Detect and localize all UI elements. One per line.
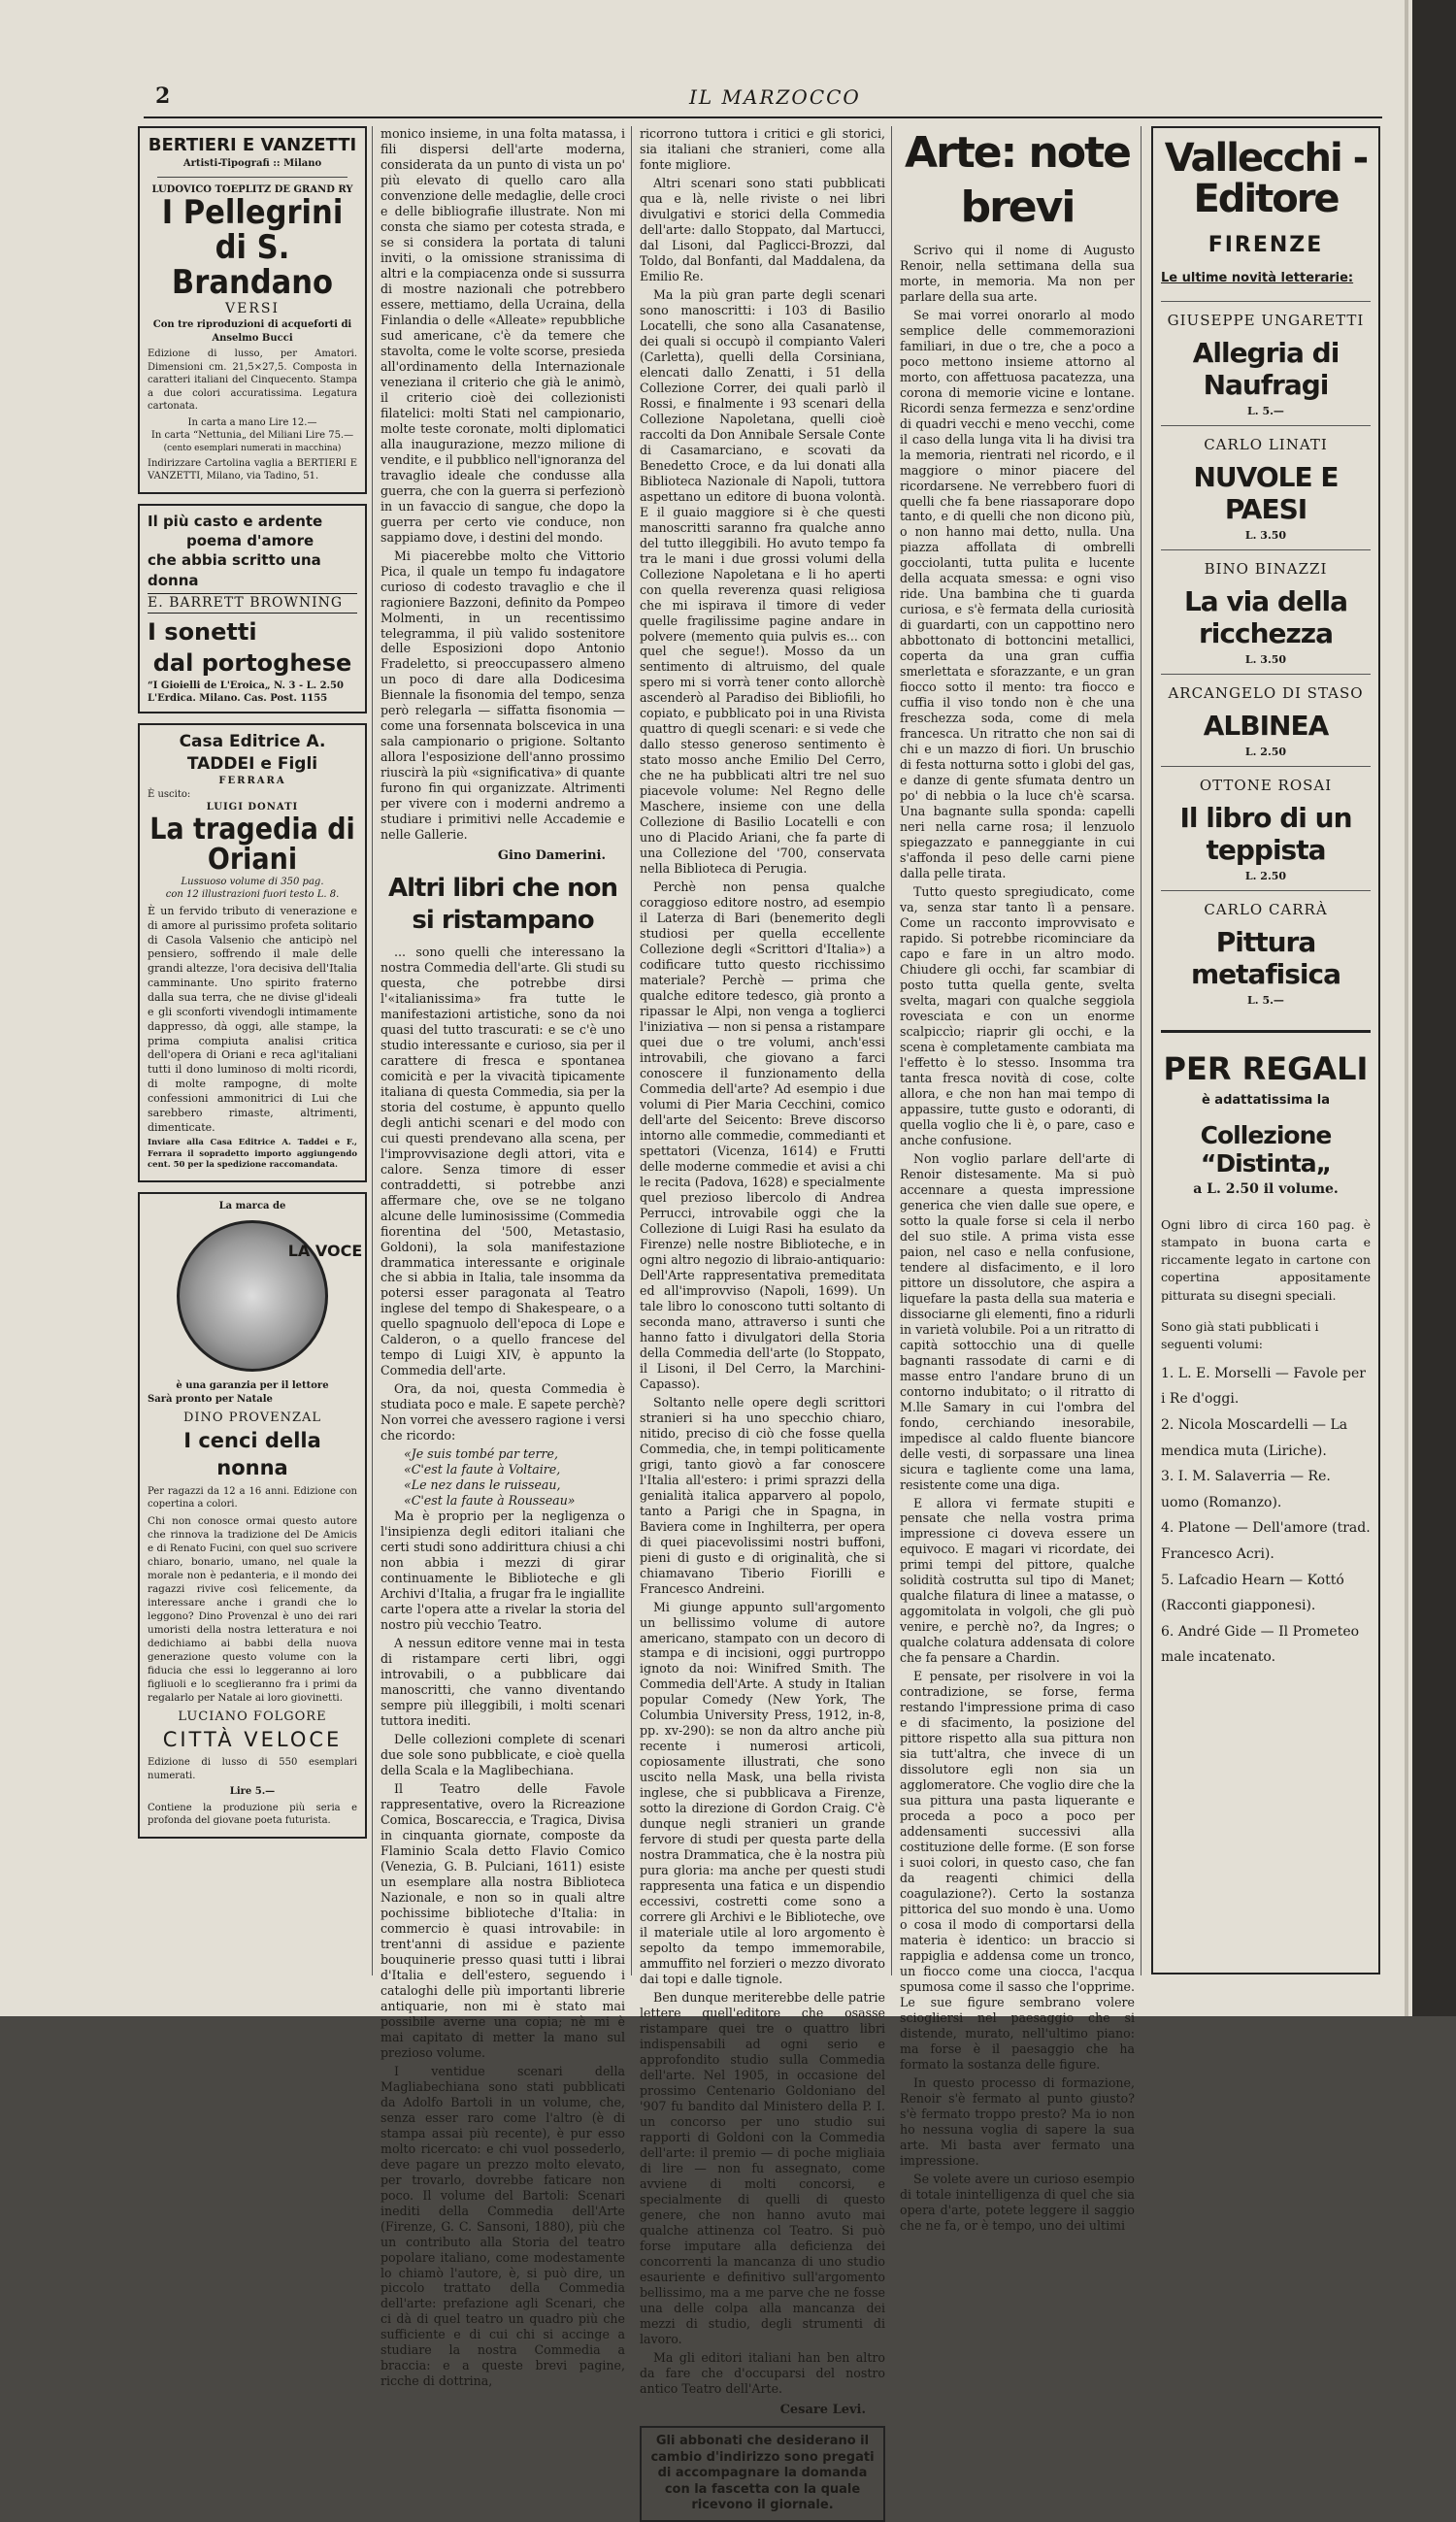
paragraph: Ma la più gran parte degli scenari sono manoscritti: i 103 di Basilio Locatelli, che sono alla Casanatense, dei quali si occupò il compianto Valeri (Carletta), quelli della Corsiniana, elencati dallo Zenatti, i 51 della Collezione Correr, dei quali parlò il Rossi, e finalmente i 93 scenari della Collezione Napoletana, quelli cioè raccolti da Don Annibale Sersale Conte di Casamarciano, e scovati da Benedetto Croce, e da lui donati alla Biblioteca Nazionale di Napoli, tuttora aspettano un editore di buona volontà. E il guaio maggiore si è che questi manoscritti saranno fra qualche anno del tutto illeggibili. Ho avuto tempo fa tra le mani i due grossi volumi della Collezione Napoletana e li ho aperti con quella reverenza quasi religiosa che mi ispirava il timore di veder quelle fragilissime pagine andare in polvere (memento quia pulvis es... con quel che segue!). Mosso da un sentimento di altruismo, del quale spero mi si vorrà tener conto allorchè ascenderò al Paradiso dei Bibliofili, ho copiato, e pubblicato poi in una Rivista quattro di quegli scenari: e si vede che dallo stesso generoso sentimento è stato mosso anche Emilio Del Cerro, che ne ha pubblicati altri tre nel suo piacevole volume: Nel Regno delle Maschere, insieme con une della Collezione di Basilio Locatelli e con uno di Placido Ariani, che fa parte di una Collezione del '700, conservata nella Biblioteca di Perugia. <box>640 286 885 877</box>
ad-description: Edizione di lusso, per Amatori. Dimensioni cm. 21,5×27,5. Composta in caratteri italiani del Cinquecento. Stampa a due colori accuratissima. Legatura cartonata. <box>148 348 357 413</box>
ad-author: LUCIANO FOLGORE <box>178 1709 327 1725</box>
volume-item: 6. André Gide — Il Prometeo male incatenato. <box>1161 1623 1360 1666</box>
ad-desc: Edizione di lusso di 550 esemplari numerati. <box>148 1757 357 1781</box>
book-entry <box>1161 301 1371 425</box>
ad-top: La marca de <box>218 1200 286 1211</box>
published-intro: Sono già stati pubblicati i seguenti volumi: <box>1161 1318 1319 1351</box>
paragraph: Ora, da noi, questa Commedia è studiata poco e male. E sapete perchè? Non vorrei che avessero ragione i versi che ricordo: <box>381 1381 625 1444</box>
book-price: L. 5.— <box>1247 994 1284 1007</box>
paragraph: Soltanto nelle opere degli scrittori stranieri si ha uno specchio chiaro, nitido, preciso di ciò che fosse quella Commedia, che, in tempi politicamente grigi, tanto giovò a far conoscere l'Italia all'estero: i primi sprazzi della genialità italica apparvero al popolo, tanto a Parigi che in Spagna, in Baviera come in Inghilterra, per opera di quei piacevolissimi nostri buffoni, pieni di gusto e di originalità, che si chiamavano Tiberio Fiorilli e Francesco Andreini. <box>640 1394 885 1596</box>
ad-eroica <box>138 504 367 713</box>
medal-text: LA VOCE <box>287 1242 363 1261</box>
ad-city: FERRARA <box>218 776 286 787</box>
ad-desc: con 12 illustrazioni fuori testo L. 8. <box>165 889 340 901</box>
divider <box>157 177 347 178</box>
ad-line: che abbia scritto una donna <box>148 551 321 589</box>
ad-title: CITTÀ VELOCE <box>162 1727 343 1751</box>
ad-series: “I Gioielli de L'Eroica„ N. 3 - L. 2.50 <box>148 680 344 691</box>
paragraph: Altri scenari sono stati pubblicati qua e là, nelle riviste o nei libri divulgativi e storici della Commedia dell'arte: dallo Stoppato, dal Martucci, dal Lisoni, dal Paglicci-Brozzi, dal Toldo, dal Bonfanti, dal Maddalena, da Emilio Re. <box>640 175 885 283</box>
ad-title: I Pellegrini <box>161 193 344 233</box>
paragraph: ricorrono tuttora i critici e gli storici, sia italiani che stranieri, come alla fonte migliore. <box>640 126 885 172</box>
ad-guarantee: è una garanzia per il lettore <box>176 1380 329 1392</box>
book-author: CARLO CARRÀ <box>1204 901 1328 918</box>
ad-city: FIRENZE <box>1208 233 1324 257</box>
collection-desc: Ogni libro di circa 160 pag. è stampato in buona carta e riccamente legato in cartone con copertina appositamente pitturata su disegni speciali. <box>1161 1217 1371 1303</box>
ad-title: I cenci della nonna <box>183 1428 321 1480</box>
book-price: L. 3.50 <box>1244 529 1287 542</box>
book-title: Pittura metafisica <box>1191 926 1340 990</box>
ad-publisher: Vallecchi - Editore <box>1164 136 1368 221</box>
ad-taddei <box>138 723 367 1182</box>
ad-line: Il più casto e ardente <box>148 512 323 530</box>
ad-bertieri-vanzetti <box>138 126 367 494</box>
page-number: 2 <box>155 83 171 109</box>
gift-sub: è adattatissima la <box>1201 1093 1331 1108</box>
verse <box>381 1446 625 1509</box>
ad-body: Contiene la produzione più seria e profonda del giovane poeta futurista. <box>148 1802 357 1827</box>
volume-item: 2. Nicola Moscardelli — La mendica muta (Liriche). <box>1161 1417 1348 1459</box>
ad-title: di S. Brandano <box>171 227 334 302</box>
la-voce-medal-icon <box>177 1220 363 1372</box>
collection-price: a L. 2.50 il volume. <box>1193 1181 1339 1197</box>
paragraph: In questo processo di formazione, Renoir s'è fermato al punto giusto? s'è fermato troppo presto? Ma io non ho nessuna voglia di sapere la sua arte. Mi basta aver fermato una impressione. <box>900 2074 1135 2168</box>
ad-ready: Sarà pronto per Natale <box>148 1393 273 1405</box>
column-rule <box>372 126 373 1975</box>
paragraph: Ma è proprio per la negligenza o l'insipienza degli editori italiani che certi studi sono addirittura chiusi a chi non abbia i mezzi di girar continuamente le Biblioteche e gli Archivi d'Italia, a frugar fra le ingiallite carte l'opera atte a rivelar la storia del nostro più vecchio Teatro. <box>381 1509 625 1633</box>
ad-footer: Inviare alla Casa Editrice A. Taddei e F., Ferrara il sopradetto importo aggiungendo cent. 50 per la spedizione raccomandata. <box>148 1138 357 1171</box>
book-author: ARCANGELO DI STASO <box>1168 684 1364 702</box>
paragraph: Se volete avere un curioso esempio di totale inintelligenza di quel che sia opera d'arte, potete leggere il saggio che ne fa, or è tempo, uno dei ultimi <box>900 2171 1135 2233</box>
book-title: La via della ricchezza <box>1183 585 1348 649</box>
article-heading: Altri libri che non si ristampano <box>388 873 617 935</box>
column-rule <box>631 126 632 1975</box>
ad-author: DINO PROVENZAL <box>183 1410 321 1426</box>
ad-publisher: Casa Editrice A. TADDEI e Figli <box>179 731 326 774</box>
column-1-ads <box>138 126 367 1975</box>
ad-plates: Con tre riproduzioni di acqueforti di Anselmo Bucci <box>152 319 352 344</box>
subscriber-notice: Gli abbonati che desiderano il cambio d'indirizzo sono pregati di accompagnare la domanda con la fascetta con la quale ricevono il giornale. <box>640 2426 885 2522</box>
ad-price: In carta a mano Lire 12.— <box>187 416 317 428</box>
paragraph: Mi piacerebbe molto che Vittorio Pica, il quale un tempo fu indagatore curioso di codesto travaglio e che il ragioniere Bazzoni, definito da Pompeo Molmenti, in un recentissimo telegramma, il più valido sostenitore delle Esposizioni dopo Antonio Fradeletto, si preoccupassero almeno un poco di dare alla Dodicesima Biennale la fisonomia del tempo, senza però relegarla — siffatta fisonomia — come una forsennata bolscevica in una sala campionario o prigione. Soltanto allora l'esposizione dell'anno prossimo riuscirà la più «significativa» di quante furono fin qui organizzate. Altrimenti per vivere con i moderni andremo a studiare i primitivi nelle Accademie e nelle Gallerie. <box>381 548 625 843</box>
book-price: L. 2.50 <box>1244 746 1287 758</box>
ad-author: LUDOVICO TOEPLITZ DE GRAND RY <box>151 183 353 195</box>
book-title: Allegria di Naufragi <box>1192 337 1340 401</box>
ad-price: Lire 5.— <box>229 1786 276 1798</box>
paragraph: ... sono quelli che interessano la nostra Commedia dell'arte. Gli studi su questa, che potrebbe dirsi l'«italianissima» fra tutte le manifestazioni artistiche, sono da noi quasi del tutto trascurati: e se c'è uno studio interessante e curioso, sia per il carattere di fresca e spontanea comicità e per la vivacità tipicamente italiana di questa Commedia, sia per la storia del costume, è appunto quello degli antichi scenari e del modo con cui questi prendevano alla scena, per l'improvvisazione degli attori, vita e calore. Senza timore di esser contraddetti, si potrebbe anzi affermare che, ove se ne tolgano alcune delle luminosissime (Commedia fiorentina del '500, Metastasio, Goldoni), la sola manifestazione drammatica interessante e originale che si abbia in Italia, tale insomma da potersi esser paragonata al Teatro inglese del tempo di Shakespeare, o a quello spagnuolo dell'epoca di Lope e Calderon, o a quello francese del tempo di Luigi XIV, è appunto la Commedia dell'arte. <box>381 944 625 1378</box>
ad-out: È uscito: <box>148 788 191 800</box>
paragraph: Non voglio parlare dell'arte di Renoir distesamente. Ma si può accennare a questa impressione generica che vien dalle sue opere, e sotto la quale forse si cela il nerbo del suo stile. A prima vista esse paion, nel caso e nella confusione, tendere al disfacimento, e il loro pittore un dissolutore, che aspira a liquefare la pasta della sua materia e dissociarne gli elementi, fino a ridurli in varietà volubile. Poi a un ritratto di capità sottocchio una di quelle bagnanti rassodate di carni e di masse entro l'andare bruno di un contorno indubitato; o il ritratto di M.lle Samary in cui l'ombra del fondo, cerchiando inesorabile, impedisce al caldo fluente biancore delle vesti, di sorpassare una linea sicura e tagliente come una lama, resistente come una diga. <box>900 1150 1135 1492</box>
volume-list <box>1161 1361 1371 1671</box>
ad-novelties: Le ultime novità letterarie: <box>1161 271 1354 285</box>
book-list <box>1161 301 1371 1014</box>
volume-item: 4. Platone — Dell'amore (trad. Francesco Acri). <box>1161 1520 1371 1563</box>
article-heading: Arte: note brevi <box>905 128 1130 232</box>
ad-publisher-sub: Artisti-Tipografi :: Milano <box>182 158 322 170</box>
article-signature: Gino Damerini. <box>497 848 606 864</box>
ad-title: dal portoghese <box>152 649 352 678</box>
paragraph: Tutto questo spregiudicato, come va, senza star tanto lì a pensare. Come un racconto improvvisato e rapido. Si potrebbe ricominciare da capo e fare in un altro modo. Chiudere gli occhi, far scambiar di posto tutta quella gente, svelta svelta, magari con qualche seggiola rovesciata e con un enorme scalpiccìo; riaprir gli occhi, e la scena è completamente cambiata ma l'effetto è lo stesso. Insomma tra tanta fresca novità di cose, colte allora, e che non han mai tempo di appassire, tutte gusto e odoranti, di quella voglio che li è, o pare, caso e anche confusione. <box>900 884 1135 1147</box>
ad-genre: VERSI <box>225 301 280 317</box>
ad-price: In carta “Nettunia„ del Miliani Lire 75.— <box>150 430 354 442</box>
page-header <box>146 83 1378 113</box>
book-title: Il libro di un teppista <box>1179 802 1352 866</box>
paragraph: Scrivo qui il nome di Augusto Renoir, nella settimana della sua morte, in memoria. Ma non per parlare della sua arte. <box>900 242 1135 304</box>
book-entry <box>1161 890 1371 1014</box>
paragraph: I ventidue scenari della Magliabechiana sono stati pubblicati da Adolfo Bartoli in un volume, che, senza esser raro come l'altro (è di stampa assai più recente), è pur esso molto ricercato: e chi vuol possederlo, deve pagare un prezzo molto elevato, per trovarlo, dovrebbe faticare non poco. Il volume del Bartoli: Scenari inediti della Commedia dell'Arte (Firenze, G. C. Sansoni, 1880), più che un contributo alla Storia del teatro popolare italiano, come modestamente lo chiamò l'autore, è, si può dire, un piccolo trattato della Commedia dell'arte: prefazione agli Scenari, che ci dà di quel teatro un quadro più che sufficiente e di cui chi si accinge a studiare la nostra Commedia a braccia: e a queste brevi pagine, ricche di dottrina, <box>381 2063 625 2389</box>
ad-body: Chi non conosce ormai questo autore che rinnova la tradizione del De Amicis e di Renato Fucini, con quel suo scrivere chiaro, bonario, umano, nel quale la morale non è pedanteria, e il mondo dei ragazzi rivive così felicemente, da interessare anche i grandi che lo leggono? Dino Provenzal è uno dei rari umoristi della nostra letteratura e noi dedichiamo ai babbi della nuova generazione questo volume con la fiducia che essi lo leggeranno ai loro figliuoli e lo sceglieranno fra i primi da regalarlo per Natale ai loro giovinetti. <box>148 1514 357 1705</box>
volume-item: 3. I. M. Salaverria — Re. uomo (Romanzo). <box>1161 1469 1331 1510</box>
scan-border <box>1412 0 1456 2016</box>
volume-item: 5. Lafcadio Hearn — Kottó (Racconti giapponesi). <box>1161 1572 1344 1614</box>
column-rule <box>891 126 892 1975</box>
masthead: IL MARZOCCO <box>689 85 861 109</box>
book-entry <box>1161 549 1371 674</box>
ad-title: La tragedia di Oriani <box>149 812 355 878</box>
book-price: L. 3.50 <box>1244 653 1287 666</box>
verse-line: «Je suis tombé par terre, <box>404 1446 558 1462</box>
book-price: L. 2.50 <box>1244 870 1287 882</box>
paragraph: A nessun editore venne mai in testa di ristampare certi libri, oggi introvabili, o a pubblicare dai manoscritti, che vanno diventando sempre più illeggibili, i molti scenari tuttora inediti. <box>381 1636 625 1729</box>
column-3-article <box>640 126 885 2513</box>
paragraph: Delle collezioni complete di scenari due sole sono pubblicate, e cioè quella della Scala e la Maglibechiana. <box>381 1732 625 1777</box>
paragraph: Perchè non pensa qualche coraggioso editore nostro, ad esempio il Laterza di Bari (benemerito degli studiosi per quella eccellente Collezione degli «Scrittori d'Italia») a codificare tutto questo ricchissimo materiale? Perchè — prima che qualche editore tedesco, già pronto a ripassar le Alpi, non venga a toglierci l'iniziativa — non si pensa a ristampare quei due o tre volumi, anch'essi introvabili, che giovano a farci conoscere il funzionamento della Commedia dell'arte? Ad esempio i due volumi di Pier Maria Cecchini, comico dell'arte del Seicento: Breve discorso intorno alle commedie, commedianti et spettatori (Vicenza, 1614) e Frutti delle moderne commedie et avisi a chi le recita (Padova, 1628) e specialmente quel prezioso libercolo di Andrea Perrucci, introvabile oggi che la Collezione di Luigi Rasi ha esulato da Firenze) nelle nostre Biblioteche, e in ogni altro negozio di libraio-antiquario: Dell'Arte rappresentativa premeditata ed all'improvviso (Napoli, 1699). Un tale libro lo conoscono tutti soltanto di seconda mano, attraverso i sunti che hanno fatto i divulgatori della Storia della Commedia dell'arte (lo Stoppato, il Lisoni, il Del Cerro, la Marchini-Capasso). <box>640 879 885 1391</box>
paragraph: Il Teatro delle Favole rappresentative, overo la Ricreazione Comica, Boscareccia, e Tragica, Divisa in cinquanta giornate, composte da Flaminio Scala detto Flavio Comico (Venezia, G. B. Pulciani, 1611) esiste un esemplare alla nostra Biblioteca Nazionale, e non so in quali altre pochissime biblioteche d'Italia: in commercio è quasi introvabile: in trent'anni di assidue e paziente bouquinerie presso quasi tutti i librai d'Italia e dell'estero, seguendo i cataloghi delle più importanti librerie antiquarie, non mi è stato mai possibile averne una copia; nè mi è mai capitato di metter la mano sul prezioso volume. <box>381 1780 625 2060</box>
paragraph: Se mai vorrei onorarlo al modo semplice delle commemorazioni familiari, in due o tre, che a poco a poco mettono insieme attorno al morto, con affettuosa pacatezza, una corona di memorie vicine e lontane. Ricordi senza fermezza e senz'ordine di quadri vecchi e meno vecchi, come il caso della lunga vita li ha divisi tra la memoria, rientrati nel ricordo, e il maggiore o minor piacere del ricordarsene. Ne verrebbero fuori di quelli che fa bene riassaporare dopo tanto, e di quelli che non dicono più, o non hanno mai detto, nulla. Una piazza affollata di ombrelli gocciolanti, tutta pulita e lucente della acquata smessa: e ogni viso ride. Una bambina che ti guarda curiosa, e s'è fermata della curiosità di guardarti, con un cappottino nero abbottonato di bottoncini metallici, coperta da una gran cuffia smerlettata e sforazzante, e un gran fiocco sotto il mento: tra fiocco e cuffia il viso tondo non è che una freschezza soda, come di mela francesca. Un ritratto che non sai di chi e un mazzo di fiori. Un bruschio di festa notturna sotto i globi del gas, e danze di gente sfumata dentro un po' di nebbia o la luce ch'è scarsa. Una bagnante sulla sponda: capelli neri nella carne rosa; il lenzuolo spiegazzato e panneggiante in cui s'affonda il peso delle carni piene dalla pelle tirata. <box>900 307 1135 881</box>
column-rule <box>1141 126 1142 1975</box>
paragraph: E pensate, per risolvere in voi la contradizione, se forse, ferma restando l'impressione prima di caso e di sfacimento, la posizione del pittore rispetto alla sua pittura non sia tutt'altra, che invece di un dissolutore egli non sia un agglomeratore. Che voglio dire che la sua pittura una pasta liquerante e proceda a poco a poco per addensamenti successivi alla costituzione delle forme. (E son forse i suoi colori, in questo caso, che fan da reagenti chimici della coagulazione?). Certo la sostanza pittorica del suo mondo è una. Uomo o cosa il modo di comportarsi della materia è identico: un braccio si rappiglia e addensa come un tronco, un fiocco come una ciocca, l'acqua spumosa come il sasso che l'opprime. Le sue figure sembrano volere sciogliersi nel paesaggio che si distende, murato, nell'ultimo piano: ma forse è il paesaggio che ha formato la sostanza delle figure. <box>900 1669 1135 2072</box>
book-author: BINO BINAZZI <box>1204 560 1328 578</box>
verse-line: «Le nez dans le ruisseau, <box>404 1477 561 1493</box>
book-author: OTTONE ROSAI <box>1199 777 1333 794</box>
paragraph: Mi giunge appunto sull'argomento un bellissimo volume di autore americano, stampato con un decoro di stampa e di incisioni, oggi purtroppo ignoto da noi: Winifred Smith. The Commedia dell'Arte. A study in Italian popular Comedy (New York, The Columbia University Press, 1912, in-8, pp. xv-290): se non da altro anche più recente i numerosi articoli, copiosamente illustrati, che sono uscito nella Mask, una bella rivista inglese, che si pubblicava a Firenze, sotto la direzione di Gordon Craig. C'è dunque negli stranieri un grande fervore di studi per questa parte della nostra Drammatica, che è la nostra più pura gloria: ma anche per questi studi rappresenta una fatica e un dispendio eccessivi, costretti come sono a correre gli Archivi e le Biblioteche, ove il materiale utile al loro argomento è sepolto da tempo immemorabile, ammuffito nel forzieri o mezzo divorato dai topi e dalle tignole. <box>640 1599 885 1987</box>
book-entry <box>1161 674 1371 766</box>
verse-line: «C'est la faute à Voltaire, <box>404 1462 561 1477</box>
column-4-article <box>900 126 1135 2233</box>
ad-title: I sonetti <box>148 617 257 646</box>
ad-author: LUIGI DONATI <box>206 802 299 813</box>
article-signature: Cesare Levi. <box>779 2402 866 2417</box>
gift-heading: PER REGALI <box>1161 1030 1371 1087</box>
ad-note: (cento esemplari numerati in macchina) <box>163 443 342 453</box>
verse-line: «C'est la faute à Rousseau» <box>404 1493 576 1509</box>
ad-author: E. BARRETT BROWNING <box>148 593 357 614</box>
header-rule <box>144 116 1382 118</box>
column-2-article <box>381 126 625 2389</box>
ad-desc: Lussuoso volume di 350 pag. <box>181 876 324 887</box>
paragraph: monico insieme, in una folta matassa, i fili dispersi dell'arte moderna, considerata da un punto di vista un po' più elevato di quello caro alla convenzione delle medaglie, delle croci e delle bibliografie illustrate. Non mi consta che siamo per cotesta strada, e se si considera la portata di taluni inviti, o la omissione stranissima di altri e la compiacenza onde si sussurra di mostre nazionali che potrebbero essere, mettiamo, della Ucraina, della Finlandia o delle «Alleate» repubbliche sud americane, c'è da temere che stavolta, come le volte scorse, presieda all'ordinamento della Internazionale veneziana il criterio che già le animò, il criterio cioè dei collezionisti filatelici: molti Stati nel campionario, molte teste coronate, molti diplomatici alla inaugurazione, mezzo milione di vendite, e il pubblico nell'ignoranza del travaglio ideale che condusse alla guerra, che con la guerra si perfezionò in un favaccio di sangue, che dopo la guerra per certo vie conduce, non sappiamo dove, i destini del mondo. <box>381 126 625 545</box>
book-author: GIUSEPPE UNGARETTI <box>1167 312 1365 329</box>
volume-item: 1. L. E. Morselli — Favole per i Re d'oggi. <box>1161 1365 1366 1408</box>
ad-address: L'Erdica. Milano. Cas. Post. 1155 <box>148 693 328 705</box>
column-5-ad <box>1151 126 1380 1975</box>
ad-body: È un fervido tributo di venerazione e di amore al purissimo profeta solitario di Casola Valsenio che anticipò nel pensiero, soffrendo il male delle grandi altezze, l'ora decisiva dell'Italia camminante. Uno spirito fraterno dalla sua terra, che ne divise gl'ideali e gli sconforti vivendogli intimamente dappresso, dà oggi, alle stampe, la prima compiuta analisi critica dell'opera di Oriani e reca agl'italiani tutti il dono luminoso di molti ricordi, di molte rampogne, di molte confessioni ammonitrici di Lui che sarebbero rimaste, altrimenti, dimenticate. <box>148 904 357 1134</box>
paragraph: Ben dunque meriterebbe delle patrie lettere quell'editore che osasse ristampare quei tre o quattro libri indispensabili ad ogni serio e approfondito studio sulla Commedia dell'arte. Nel 1905, in occasione del prossimo Centenario Goldoniano del '907 fu bandito dal Ministero della P. I. un concorso per uno studio sui rapporti di Goldoni con la Commedia dell'arte: il premio — di poche migliaia di lire — non fu assegnato, come avviene di molti concorsi, e specialmente di quelli di questo genere, che non hanno avuto mai qualche attinenza col Teatro. Si può forse imputare alla deficienza dei concorrenti la mancanza di uno studio esauriente e definitivo sull'argomento bellissimo, ma a me parve che ne fosse una delle colpa alla mancanza dei mezzi di studio, degli strumenti di lavoro. <box>640 1990 885 2346</box>
paragraph: E allora vi fermate stupiti e pensate che nella vostra prima impressione ci doveva essere un equivoco. E magari vi ricordate, dei primi tempi del pittore, qualche solidità costrutta sul tipo di Manet; qualche filatura di linee a matasse, o aggomitolata in volgoli, che gli può venire, e perchè no?, da Ingres; o qualche colatura addensata di colore che fa pensare a Chardin. <box>900 1495 1135 1666</box>
ad-publisher: BERTIERI E VANZETTI <box>148 135 357 155</box>
ad-la-voce <box>138 1192 367 1839</box>
book-author: CARLO LINATI <box>1204 436 1328 453</box>
collection-name: Collezione “Distinta„ <box>1200 1121 1332 1178</box>
ad-desc: Per ragazzi da 12 a 16 anni. Edizione con copertina a colori. <box>148 1485 357 1510</box>
paragraph: Ma gli editori italiani han ben altro da fare che d'occuparsi del nostro antico Teatro dell'Arte. <box>640 2349 885 2396</box>
ad-vallecchi <box>1151 126 1380 1974</box>
ad-address: Indirizzare Cartolina vaglia a BERTIERI E VANZETTI, Milano, via Tadino, 51. <box>148 457 357 482</box>
page-edge <box>1405 0 1408 2016</box>
book-title: ALBINEA <box>1203 710 1329 742</box>
book-entry <box>1161 425 1371 549</box>
book-title: NUVOLE E PAESI <box>1193 461 1339 525</box>
book-price: L. 5.— <box>1247 405 1284 417</box>
book-entry <box>1161 766 1371 890</box>
ad-line: poema d'amore <box>186 532 314 550</box>
